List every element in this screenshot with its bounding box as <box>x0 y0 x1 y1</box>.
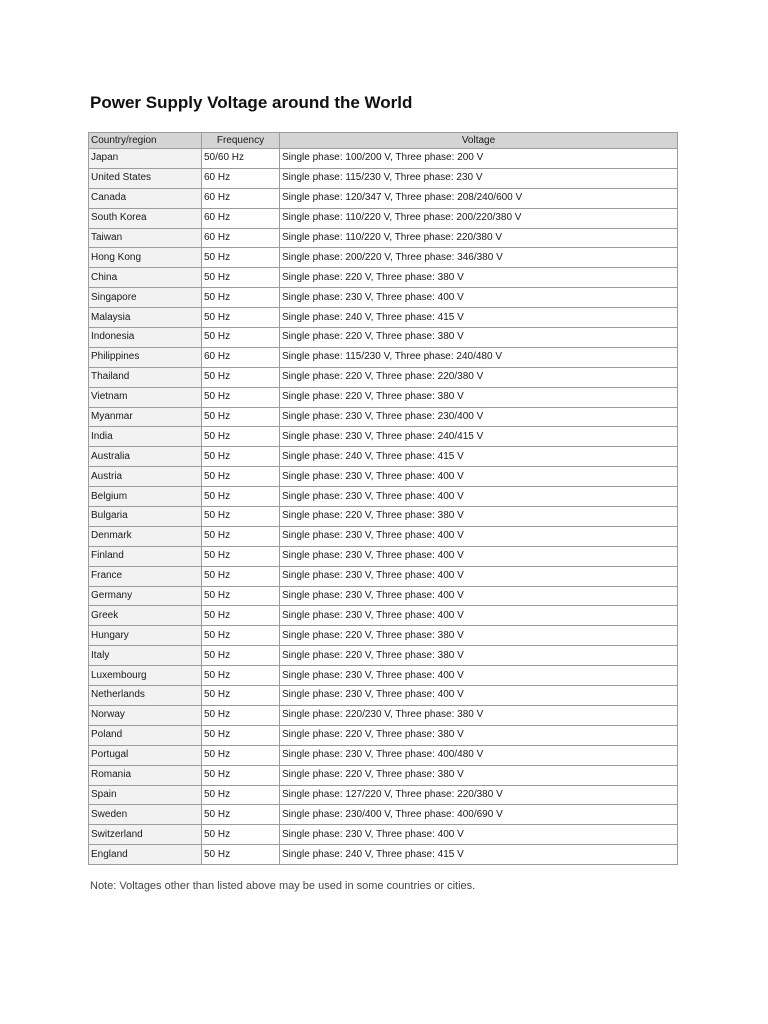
frequency-cell: 50 Hz <box>202 526 280 546</box>
voltage-cell: Single phase: 110/220 V, Three phase: 220/380 V <box>280 228 678 248</box>
frequency-cell: 50 Hz <box>202 248 280 268</box>
voltage-cell: Single phase: 220 V, Three phase: 380 V <box>280 626 678 646</box>
frequency-cell: 50 Hz <box>202 666 280 686</box>
country-cell: Denmark <box>89 526 202 546</box>
table-row <box>89 546 678 566</box>
table-row <box>89 566 678 586</box>
frequency-cell: 50 Hz <box>202 288 280 308</box>
country-cell: Japan <box>89 149 202 169</box>
country-cell: India <box>89 427 202 447</box>
frequency-cell: 50 Hz <box>202 745 280 765</box>
voltage-cell: Single phase: 220 V, Three phase: 380 V <box>280 765 678 785</box>
table-row <box>89 805 678 825</box>
table-row <box>89 387 678 407</box>
table-row <box>89 308 678 328</box>
frequency-cell: 50 Hz <box>202 785 280 805</box>
frequency-cell: 50 Hz <box>202 686 280 706</box>
country-cell: Greek <box>89 606 202 626</box>
table-row <box>89 447 678 467</box>
frequency-cell: 50 Hz <box>202 606 280 626</box>
country-cell: Malaysia <box>89 308 202 328</box>
table-row <box>89 646 678 666</box>
country-cell: Italy <box>89 646 202 666</box>
voltage-cell: Single phase: 240 V, Three phase: 415 V <box>280 447 678 467</box>
frequency-cell: 50 Hz <box>202 427 280 447</box>
voltage-cell: Single phase: 110/220 V, Three phase: 200/220/380 V <box>280 208 678 228</box>
frequency-cell: 50 Hz <box>202 328 280 348</box>
voltage-table <box>88 132 678 865</box>
table-row <box>89 725 678 745</box>
table-row <box>89 268 678 288</box>
voltage-cell: Single phase: 220 V, Three phase: 380 V <box>280 646 678 666</box>
table-row <box>89 149 678 169</box>
table-row <box>89 686 678 706</box>
country-cell: Austria <box>89 467 202 487</box>
table-row <box>89 666 678 686</box>
voltage-cell: Single phase: 115/230 V, Three phase: 230 V <box>280 168 678 188</box>
voltage-cell: Single phase: 230 V, Three phase: 400 V <box>280 825 678 845</box>
country-cell: Hungary <box>89 626 202 646</box>
voltage-cell: Single phase: 220 V, Three phase: 380 V <box>280 328 678 348</box>
header-row <box>89 133 678 149</box>
table-row <box>89 507 678 527</box>
frequency-cell: 50 Hz <box>202 487 280 507</box>
table-row <box>89 248 678 268</box>
country-cell: Belgium <box>89 487 202 507</box>
country-cell: Sweden <box>89 805 202 825</box>
frequency-cell: 50 Hz <box>202 367 280 387</box>
voltage-cell: Single phase: 220 V, Three phase: 380 V <box>280 387 678 407</box>
frequency-cell: 50 Hz <box>202 308 280 328</box>
table-row <box>89 487 678 507</box>
country-cell: Vietnam <box>89 387 202 407</box>
country-cell: Bulgaria <box>89 507 202 527</box>
voltage-cell: Single phase: 230 V, Three phase: 400 V <box>280 566 678 586</box>
country-cell: South Korea <box>89 208 202 228</box>
table-row <box>89 407 678 427</box>
table-row <box>89 208 678 228</box>
frequency-cell: 50 Hz <box>202 268 280 288</box>
country-cell: France <box>89 566 202 586</box>
voltage-cell: Single phase: 240 V, Three phase: 415 V <box>280 308 678 328</box>
voltage-cell: Single phase: 230 V, Three phase: 400 V <box>280 526 678 546</box>
table-row <box>89 845 678 865</box>
table-row <box>89 188 678 208</box>
country-cell: Taiwan <box>89 228 202 248</box>
voltage-cell: Single phase: 230 V, Three phase: 400 V <box>280 686 678 706</box>
table-row <box>89 168 678 188</box>
voltage-cell: Single phase: 115/230 V, Three phase: 240/480 V <box>280 347 678 367</box>
country-cell: Hong Kong <box>89 248 202 268</box>
voltage-cell: Single phase: 230 V, Three phase: 400 V <box>280 666 678 686</box>
table-row <box>89 765 678 785</box>
voltage-cell: Single phase: 220 V, Three phase: 380 V <box>280 507 678 527</box>
frequency-cell: 50 Hz <box>202 646 280 666</box>
table-row <box>89 745 678 765</box>
frequency-cell: 50 Hz <box>202 586 280 606</box>
table-row <box>89 288 678 308</box>
header-country-region: Country/region <box>89 133 202 149</box>
table-row <box>89 347 678 367</box>
frequency-cell: 60 Hz <box>202 228 280 248</box>
page-title: Power Supply Voltage around the World <box>90 93 413 112</box>
frequency-cell: 50/60 Hz <box>202 149 280 169</box>
table-row <box>89 606 678 626</box>
voltage-cell: Single phase: 230 V, Three phase: 400 V <box>280 546 678 566</box>
country-cell: Thailand <box>89 367 202 387</box>
frequency-cell: 60 Hz <box>202 208 280 228</box>
country-cell: Indonesia <box>89 328 202 348</box>
country-cell: Singapore <box>89 288 202 308</box>
voltage-cell: Single phase: 220 V, Three phase: 380 V <box>280 725 678 745</box>
frequency-cell: 50 Hz <box>202 467 280 487</box>
country-cell: Portugal <box>89 745 202 765</box>
table-row <box>89 367 678 387</box>
country-cell: Luxembourg <box>89 666 202 686</box>
voltage-cell: Single phase: 220 V, Three phase: 380 V <box>280 268 678 288</box>
country-cell: Switzerland <box>89 825 202 845</box>
country-cell: United States <box>89 168 202 188</box>
frequency-cell: 50 Hz <box>202 725 280 745</box>
country-cell: China <box>89 268 202 288</box>
voltage-cell: Single phase: 230 V, Three phase: 230/400 V <box>280 407 678 427</box>
country-cell: Myanmar <box>89 407 202 427</box>
table-row <box>89 228 678 248</box>
voltage-cell: Single phase: 200/220 V, Three phase: 346/380 V <box>280 248 678 268</box>
voltage-cell: Single phase: 230/400 V, Three phase: 400/690 V <box>280 805 678 825</box>
table-row <box>89 586 678 606</box>
voltage-cell: Single phase: 220/230 V, Three phase: 380 V <box>280 705 678 725</box>
frequency-cell: 50 Hz <box>202 845 280 865</box>
country-cell: Spain <box>89 785 202 805</box>
frequency-cell: 50 Hz <box>202 705 280 725</box>
country-cell: Poland <box>89 725 202 745</box>
frequency-cell: 60 Hz <box>202 168 280 188</box>
table-row <box>89 705 678 725</box>
table-row <box>89 626 678 646</box>
voltage-cell: Single phase: 230 V, Three phase: 400 V <box>280 586 678 606</box>
frequency-cell: 50 Hz <box>202 765 280 785</box>
voltage-cell: Single phase: 230 V, Three phase: 400 V <box>280 467 678 487</box>
voltage-cell: Single phase: 230 V, Three phase: 400 V <box>280 288 678 308</box>
frequency-cell: 60 Hz <box>202 347 280 367</box>
table-body <box>89 149 678 865</box>
frequency-cell: 50 Hz <box>202 805 280 825</box>
voltage-table-container <box>88 132 677 865</box>
country-cell: Romania <box>89 765 202 785</box>
country-cell: Netherlands <box>89 686 202 706</box>
frequency-cell: 50 Hz <box>202 447 280 467</box>
table-row <box>89 785 678 805</box>
table-row <box>89 825 678 845</box>
voltage-cell: Single phase: 230 V, Three phase: 400 V <box>280 487 678 507</box>
country-cell: Canada <box>89 188 202 208</box>
footnote: Note: Voltages other than listed above may be used in some countries or cities. <box>90 880 476 892</box>
header-frequency: Frequency <box>202 133 280 149</box>
voltage-cell: Single phase: 240 V, Three phase: 415 V <box>280 845 678 865</box>
frequency-cell: 50 Hz <box>202 407 280 427</box>
frequency-cell: 50 Hz <box>202 626 280 646</box>
frequency-cell: 50 Hz <box>202 507 280 527</box>
country-cell: England <box>89 845 202 865</box>
table-header <box>89 133 678 149</box>
frequency-cell: 60 Hz <box>202 188 280 208</box>
frequency-cell: 50 Hz <box>202 546 280 566</box>
frequency-cell: 50 Hz <box>202 825 280 845</box>
header-voltage: Voltage <box>280 133 678 149</box>
voltage-cell: Single phase: 230 V, Three phase: 400 V <box>280 606 678 626</box>
country-cell: Germany <box>89 586 202 606</box>
country-cell: Norway <box>89 705 202 725</box>
voltage-cell: Single phase: 120/347 V, Three phase: 208/240/600 V <box>280 188 678 208</box>
voltage-cell: Single phase: 220 V, Three phase: 220/380 V <box>280 367 678 387</box>
country-cell: Philippines <box>89 347 202 367</box>
country-cell: Finland <box>89 546 202 566</box>
table-row <box>89 467 678 487</box>
voltage-cell: Single phase: 230 V, Three phase: 240/415 V <box>280 427 678 447</box>
frequency-cell: 50 Hz <box>202 387 280 407</box>
table-row <box>89 526 678 546</box>
table-row <box>89 328 678 348</box>
voltage-cell: Single phase: 230 V, Three phase: 400/480 V <box>280 745 678 765</box>
voltage-cell: Single phase: 100/200 V, Three phase: 200 V <box>280 149 678 169</box>
table-row <box>89 427 678 447</box>
voltage-cell: Single phase: 127/220 V, Three phase: 220/380 V <box>280 785 678 805</box>
country-cell: Australia <box>89 447 202 467</box>
frequency-cell: 50 Hz <box>202 566 280 586</box>
